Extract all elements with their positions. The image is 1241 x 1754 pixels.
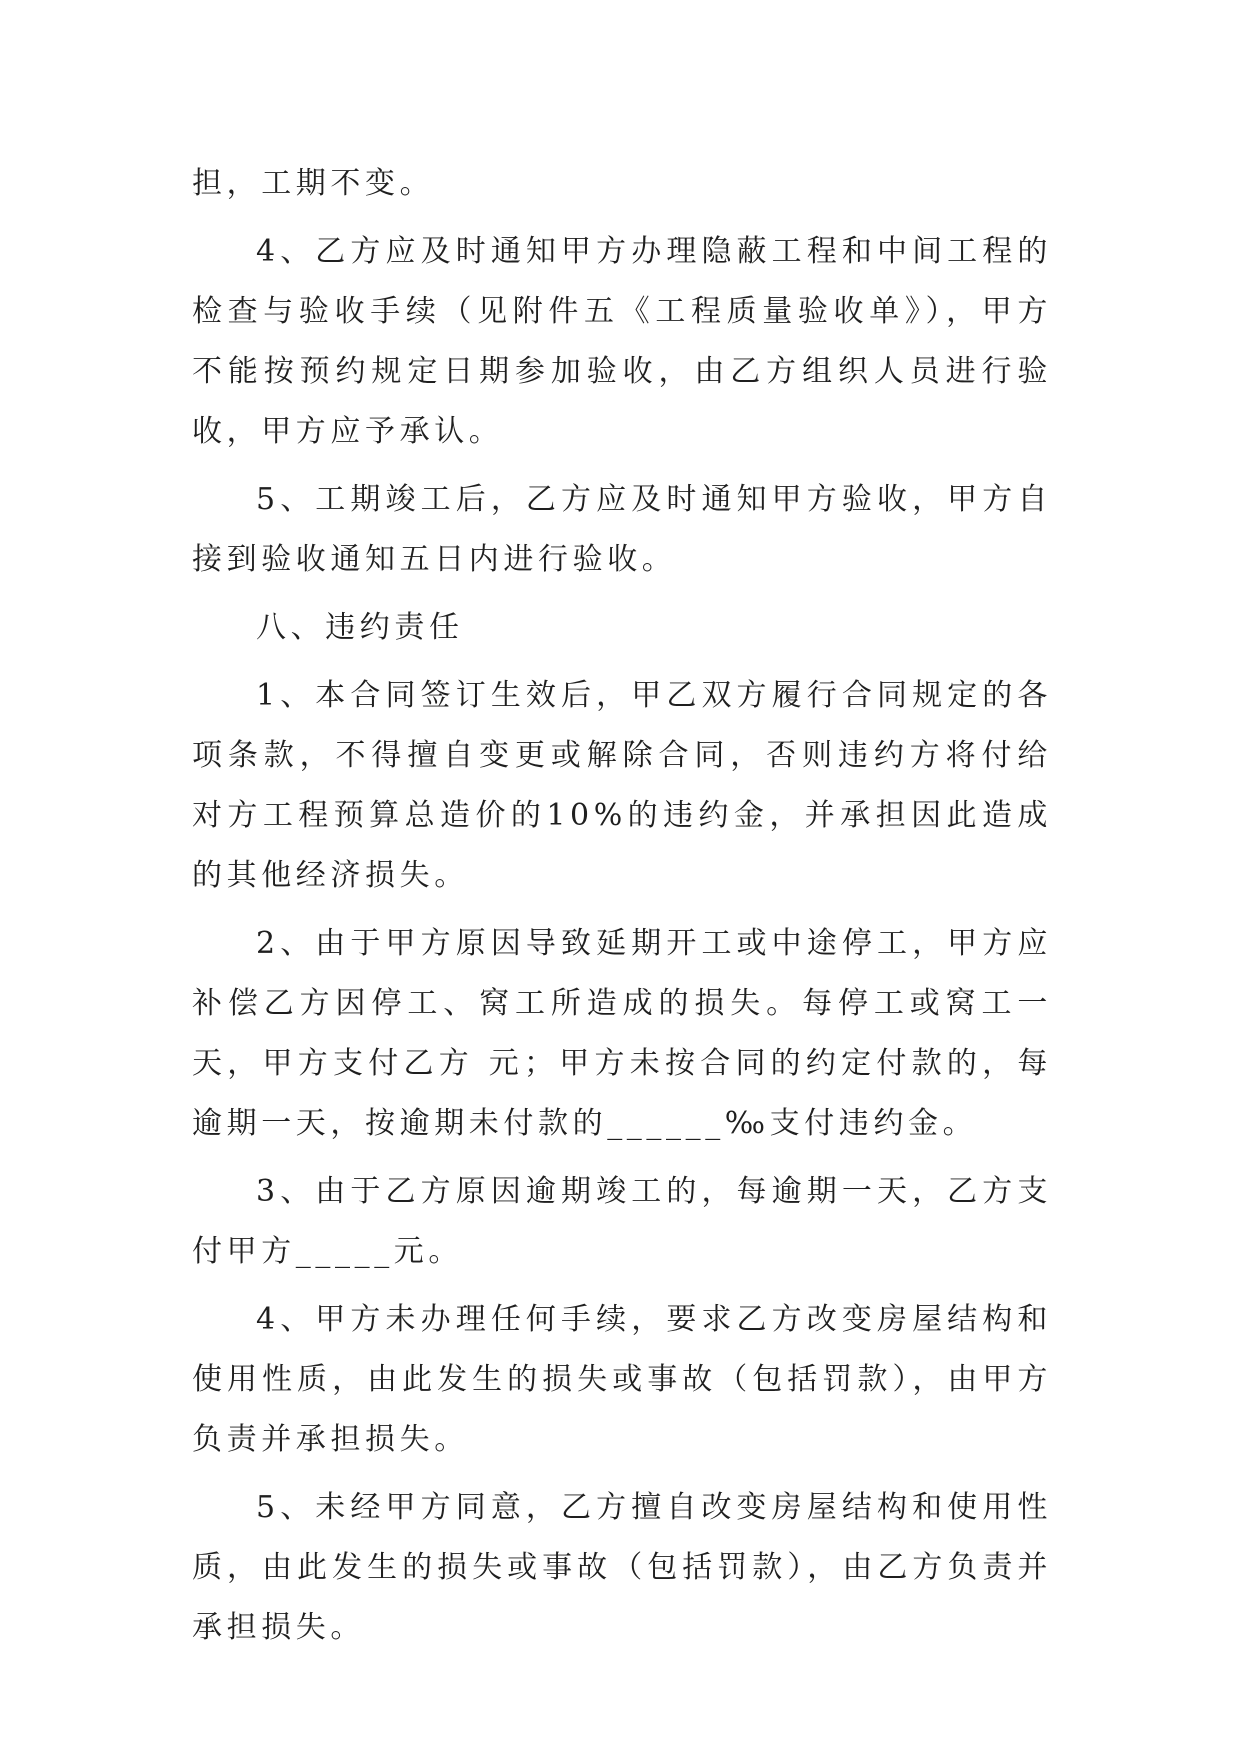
paragraph-clause-8-4: 4、甲方未办理任何手续，要求乙方改变房屋结构和使用性质，由此发生的损失或事故（包括罚款），由甲方负责并承担损失。 <box>192 1302 1052 1457</box>
document-body <box>192 154 1052 1666</box>
paragraph-clause-7-4: 4、乙方应及时通知甲方办理隐蔽工程和中间工程的检查与验收手续（见附件五《工程质量验收单》），甲方不能按预约规定日期参加验收，由乙方组织人员进行验收，甲方应予承认。 <box>192 234 1052 449</box>
paragraph-continuation: 担，工期不变。 <box>192 166 435 201</box>
paragraph-clause-8-2: 2、由于甲方原因导致延期开工或中途停工，甲方应补偿乙方因停工、窝工所造成的损失。每停工或窝工一天，甲方支付乙方 元；甲方未按合同的约定付款的，每逾期一天，按逾期未付款的______‰支付违约金。 <box>192 926 1052 1141</box>
section-heading-breach-liability: 八、违约责任 <box>256 610 464 645</box>
paragraph-clause-8-5: 5、未经甲方同意，乙方擅自改变房屋结构和使用性质，由此发生的损失或事故（包括罚款），由乙方负责并承担损失。 <box>192 1490 1052 1645</box>
paragraph-clause-8-3: 3、由于乙方原因逾期竣工的，每逾期一天，乙方支付甲方_____元。 <box>192 1174 1052 1269</box>
paragraph-clause-7-5: 5、工期竣工后，乙方应及时通知甲方验收，甲方自接到验收通知五日内进行验收。 <box>192 482 1052 577</box>
paragraph-clause-8-1: 1、本合同签订生效后，甲乙双方履行合同规定的各项条款，不得擅自变更或解除合同，否则违约方将付给对方工程预算总造价的10%的违约金，并承担因此造成的其他经济损失。 <box>192 678 1052 893</box>
